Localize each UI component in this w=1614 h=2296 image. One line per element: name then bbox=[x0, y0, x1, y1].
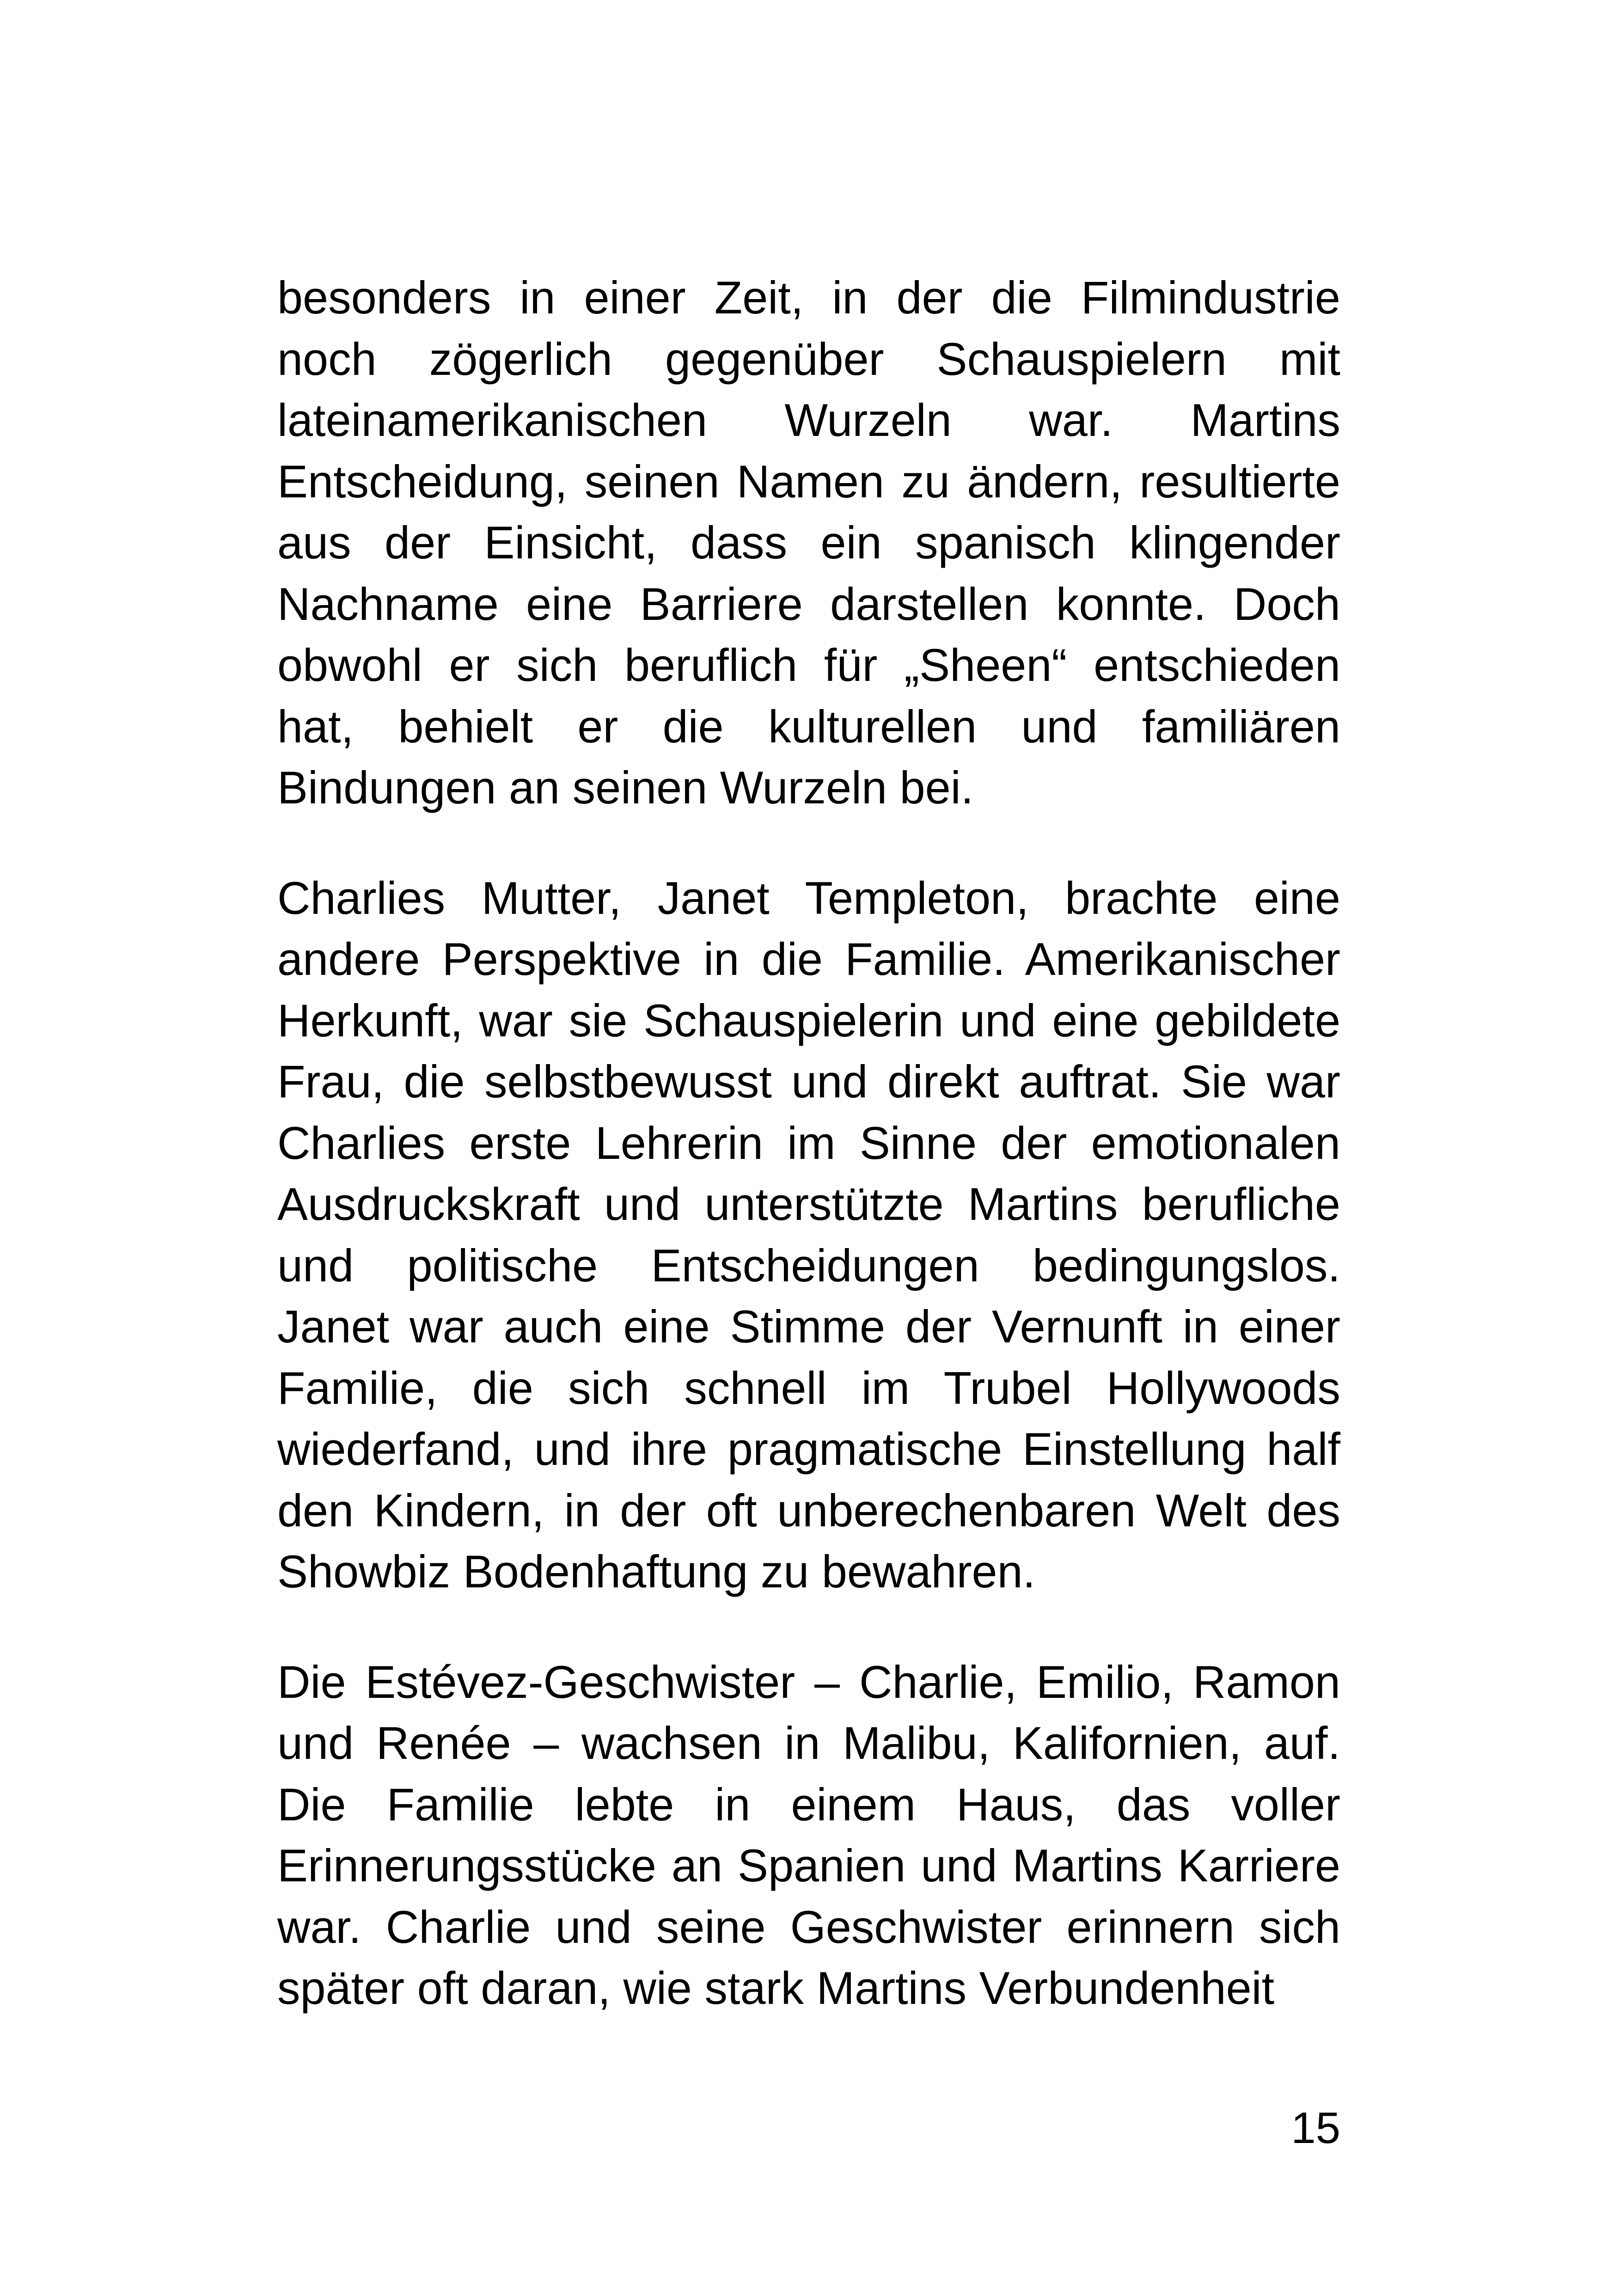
body-text bbox=[277, 267, 1340, 2019]
paragraph-2: Charlies Mutter, Janet Templeton, brachte eine andere Perspektive in die Familie. Amerikanischer Herkunft, war sie Schauspielerin und eine gebildete Frau, die selbstbewusst und direkt auftrat. Sie war Charlies erste Lehrerin im Sinne der emotionalen Ausdruckskraft und unterstützte Martins berufliche und politische Entscheidungen bedingungslos. Janet war auch eine Stimme der Vernunft in einer Familie, die sich schnell im Trubel Hollywoods wiederfand, und ihre pragmatische Einstellung half den Kindern, in der oft unberechenbaren Welt des Showbiz Bodenhaftung zu bewahren. bbox=[277, 872, 1340, 1597]
page-number: 15 bbox=[1291, 2103, 1340, 2153]
paragraph-1: besonders in einer Zeit, in der die Filmindustrie noch zögerlich gegenüber Schauspielern mit lateinamerikanischen Wurzeln war. Martins Entscheidung, seinen Namen zu ändern, resultierte aus der Einsicht, dass ein spanisch klingender Nachname eine Barriere darstellen konnte. Doch obwohl er sich beruflich für „Sheen“ entschieden hat, behielt er die kulturellen und familiären Bindungen an seinen Wurzeln bei. bbox=[277, 272, 1340, 813]
paragraph-3: Die Estévez-Geschwister – Charlie, Emilio, Ramon und Renée – wachsen in Malibu, Kalifornien, auf. Die Familie lebte in einem Haus, das voller Erinnerungsstücke an Spanien und Martins Karriere war. Charlie und seine Geschwister erinnern sich später oft daran, wie stark Martins Verbundenheit bbox=[277, 1656, 1340, 2014]
